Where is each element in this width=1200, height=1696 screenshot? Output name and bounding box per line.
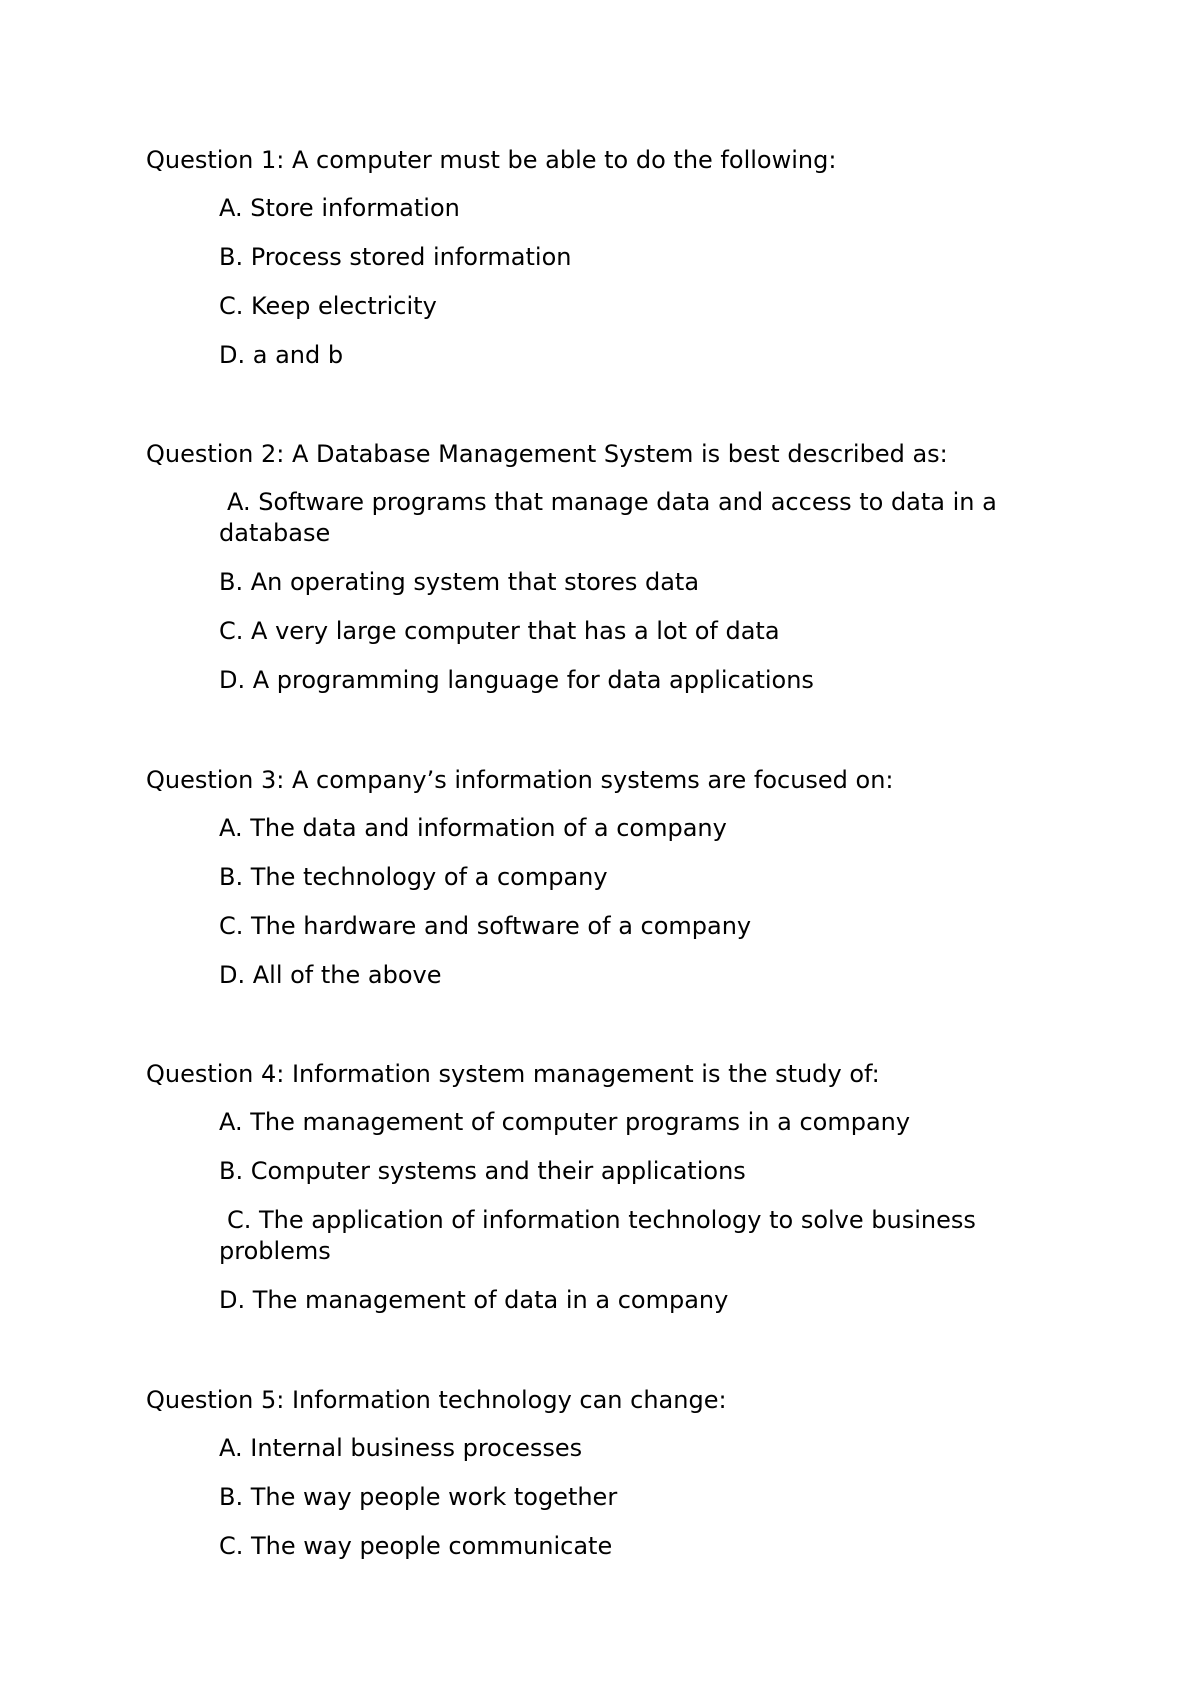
question-2-option-b: B. An operating system that stores data [219,568,700,596]
question-1-option-b: B. Process stored information [219,243,572,271]
question-5-text: Question 5: Information technology can change: [146,1386,727,1414]
question-2-option-d: D. A programming language for data applications [219,666,814,694]
question-4-option-c: C. The application of information technology to solve business problems [219,1206,976,1265]
question-5-option-b: B. The way people work together [219,1483,618,1511]
question-5-option-a: A. Internal business processes [219,1434,583,1462]
question-4-option-a: A. The management of computer programs in a company [219,1108,911,1136]
question-1-option-c: C. Keep electricity [219,292,437,320]
question-3-option-b: B. The technology of a company [219,863,608,891]
question-3-option-a: A. The data and information of a company [219,814,727,842]
question-1-text: Question 1: A computer must be able to do the following: [146,146,837,174]
question-3-option-c: C. The hardware and software of a company [219,912,752,940]
question-2-text: Question 2: A Database Management System is best described as: [146,440,948,468]
question-2-option-a: A. Software programs that manage data and access to data in a database [219,488,997,547]
question-1-option-a: A. Store information [219,194,460,222]
question-2-option-c: C. A very large computer that has a lot of data [219,617,780,645]
question-1-option-d: D. a and b [219,341,344,369]
question-3-option-d: D. All of the above [219,961,442,989]
question-3-text: Question 3: A company’s information systems are focused on: [146,766,894,794]
question-4-text: Question 4: Information system management is the study of: [146,1060,880,1088]
question-4-option-b: B. Computer systems and their applications [219,1157,746,1185]
question-4-option-d: D. The management of data in a company [219,1286,729,1314]
question-5-option-c: C. The way people communicate [219,1532,613,1560]
